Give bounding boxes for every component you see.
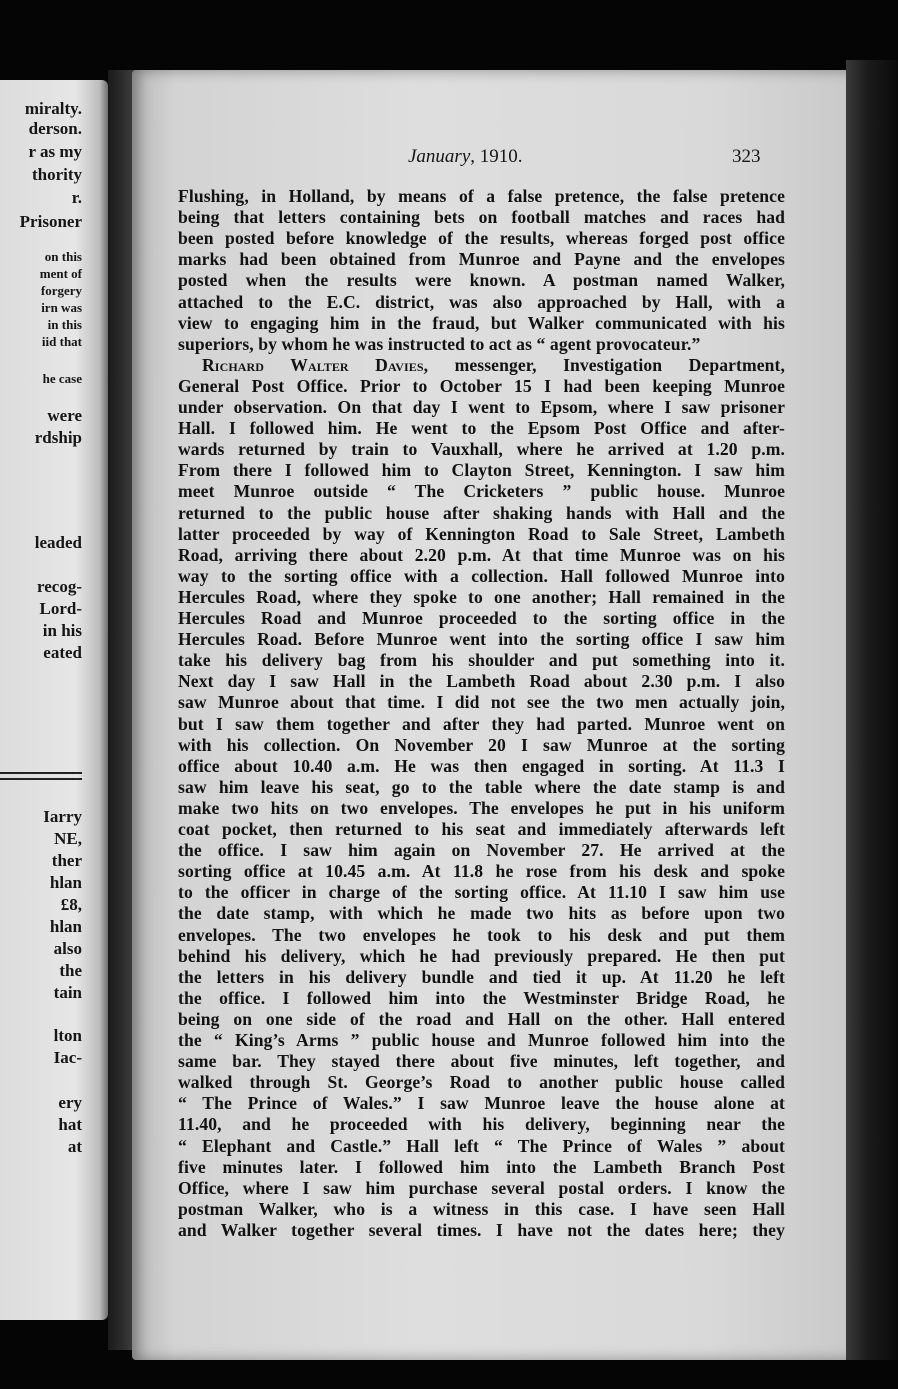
- paragraph-line: the date stamp, with which he made two hits as before upon two: [178, 903, 785, 924]
- left-page-line: the: [59, 961, 82, 980]
- paragraph-line: office about 10.40 a.m. He was then engaged in sorting. At 11.3 I: [178, 755, 785, 776]
- witness-description: , messenger, Investigation Department,: [423, 354, 785, 375]
- paragraph-first-line: [202, 354, 785, 375]
- left-page-line: irn was: [41, 300, 82, 315]
- paragraph-line: posted when the results were known. A postman named Walker,: [178, 270, 785, 291]
- paragraph-line: view to engaging him in the fraud, but Walker communicated with his: [178, 312, 785, 333]
- left-page-line: £8,: [60, 895, 82, 914]
- left-page-line: hlan: [49, 873, 82, 892]
- paragraph-line: same bar. They stayed there about five minutes, left together, and: [178, 1051, 785, 1072]
- left-page-line: r.: [71, 188, 82, 207]
- paragraph-line: “ The Prince of Wales.” I saw Munroe leave the house alone at: [178, 1093, 785, 1114]
- paragraph-line: make two hits on two envelopes. The envelopes he put in his uniform: [178, 797, 785, 818]
- paragraph-line: and Walker together several times. I have not the dates here; they: [178, 1219, 785, 1240]
- left-page-line: he case: [42, 371, 82, 386]
- paragraph-line: the office. I saw him again on November 27. He arrived at the: [178, 840, 785, 861]
- paragraph-line: returned to the public house after shaking hands with Hall and the: [178, 502, 785, 523]
- left-page-line: Prisoner: [19, 212, 82, 231]
- left-page-line: Iac-: [53, 1048, 82, 1067]
- page-number: 323: [732, 146, 761, 167]
- left-page-rule: [0, 772, 82, 774]
- running-head: [408, 146, 523, 168]
- left-page-line: in his: [42, 621, 82, 640]
- left-page-line: hlan: [49, 917, 82, 936]
- paragraph-line: Hall. I followed him. He went to the Epsom Post Office and after-: [178, 418, 785, 439]
- left-page-line: r as my: [28, 142, 82, 161]
- page-edge-shadow: [846, 60, 898, 1360]
- paragraph-line: saw him leave his seat, go to the table where the date stamp is and: [178, 776, 785, 797]
- left-page-line: Iarry: [43, 807, 82, 826]
- paragraph-line: way to the sorting office with a collection. Hall followed Munroe into: [178, 565, 785, 586]
- paragraph-line: Hercules Road. Before Munroe went into the sorting office I saw him: [178, 629, 785, 650]
- paragraph-line: From there I followed him to Clayton Street, Kennington. I saw him: [178, 460, 785, 481]
- left-page-line: iid that: [41, 334, 82, 349]
- left-page-line: also: [53, 939, 82, 958]
- paragraph-line: marks had been obtained from Munroe and Payne and the envelopes: [178, 249, 785, 270]
- paragraph-line: the “ King’s Arms ” public house and Munroe followed him into the: [178, 1030, 785, 1050]
- paragraph-line: the letters in his delivery bundle and tied it up. At 11.20 he left: [178, 966, 785, 987]
- paragraph-line: take his delivery bag from his shoulder and put something into it.: [178, 650, 785, 671]
- left-page-line: NE,: [54, 829, 82, 848]
- paragraph-line: with his collection. On November 20 I saw Munroe at the sorting: [178, 734, 785, 755]
- paragraph-line: superiors, by whom he was instructed to act as “ agent provocateur.”: [178, 333, 701, 354]
- left-page-line: derson.: [28, 119, 82, 138]
- left-page-line: were: [47, 406, 82, 425]
- paragraph-line: Road, arriving there about 2.20 p.m. At that time Munroe was on his: [178, 544, 785, 565]
- left-facing-page: [0, 80, 108, 1320]
- running-head-month: January: [408, 146, 471, 167]
- paragraph-line: postman Walker, who is a witness in this case. I have seen Hall: [178, 1198, 785, 1219]
- left-page-line: in this: [47, 317, 82, 332]
- paragraph-line: wards returned by train to Vauxhall, where he arrived at 1.20 p.m.: [178, 439, 785, 460]
- left-page-line: eated: [43, 643, 82, 662]
- paragraph-line: Hercules Road and Munroe proceeded to the sorting office in the: [178, 608, 785, 628]
- paragraph-line: five minutes later. I followed him into the Lambeth Branch Post: [178, 1156, 785, 1177]
- paragraph-line: “ Elephant and Castle.” Hall left “ The Prince of Wales ” about: [178, 1135, 785, 1156]
- left-page-line: leaded: [34, 533, 82, 552]
- witness-name: Richard Walter Davies: [202, 354, 424, 375]
- left-page-line: on this: [44, 249, 82, 264]
- paragraph-line: the office. I followed him into the Westminster Bridge Road, he: [178, 987, 785, 1008]
- left-page-line: at: [67, 1137, 82, 1156]
- left-page-line: miralty.: [24, 99, 82, 118]
- paragraph-line: being that letters containing bets on football matches and races had: [178, 207, 785, 228]
- left-page-line: rdship: [34, 428, 82, 447]
- paragraph-line: 11.40, and he proceeded with his delivery, beginning near the: [178, 1114, 785, 1135]
- paragraph-line: saw Munroe about that time. I did not see the two men actually join,: [178, 692, 785, 713]
- left-page-line: lton: [53, 1026, 82, 1045]
- paragraph-line: General Post Office. Prior to October 15 I had been keeping Munroe: [178, 375, 785, 396]
- paragraph-line: Office, where I saw him purchase several postal orders. I know the: [178, 1177, 785, 1198]
- paragraph-line: behind his delivery, which he had previously prepared. He then put: [178, 945, 785, 966]
- paragraph-line: Flushing, in Holland, by means of a false pretence, the false pretence: [178, 186, 785, 206]
- left-page-line: tain: [53, 983, 82, 1002]
- paragraph-line: coat pocket, then returned to his seat and immediately afterwards left: [178, 819, 785, 839]
- left-page-line: recog-: [37, 577, 82, 596]
- paragraph-line: but I saw them together and after they had parted. Munroe went on: [178, 713, 785, 734]
- left-page-line: ther: [51, 851, 82, 870]
- left-page-rule: [0, 778, 82, 780]
- paragraph-line: walked through St. George’s Road to another public house called: [178, 1072, 785, 1093]
- paragraph-line: sorting office at 10.45 a.m. At 11.8 he rose from his desk and spoke: [178, 861, 785, 882]
- left-page-line: ment of: [39, 266, 82, 281]
- paragraph-line: to the officer in charge of the sorting office. At 11.10 I saw him use: [178, 882, 785, 903]
- paragraph-line: envelopes. The two envelopes he took to his desk and put them: [178, 924, 785, 945]
- running-head-year: , 1910.: [470, 146, 523, 167]
- paragraph-line: meet Munroe outside “ The Cricketers ” public house. Munroe: [178, 481, 785, 502]
- left-page-line: thority: [31, 165, 82, 184]
- paragraph-line: being on one side of the road and Hall on the other. Hall entered: [178, 1008, 785, 1029]
- left-page-line: ery: [58, 1093, 82, 1112]
- paragraph-line: latter proceeded by way of Kennington Road to Sale Street, Lambeth: [178, 523, 785, 544]
- paragraph-line: attached to the E.C. district, was also approached by Hall, with a: [178, 291, 785, 312]
- paragraph-line: Hercules Road, where they spoke to one another; Hall remained in the: [178, 586, 785, 607]
- paragraph-line: been posted before knowledge of the results, whereas forged post office: [178, 228, 785, 249]
- left-page-line: Lord-: [39, 599, 82, 618]
- left-page-line: hat: [58, 1115, 82, 1134]
- paragraph-line: Next day I saw Hall in the Lambeth Road about 2.30 p.m. I also: [178, 671, 785, 692]
- paragraph-line: under observation. On that day I went to Epsom, where I saw prisoner: [178, 397, 785, 417]
- left-page-line: forgery: [40, 283, 82, 298]
